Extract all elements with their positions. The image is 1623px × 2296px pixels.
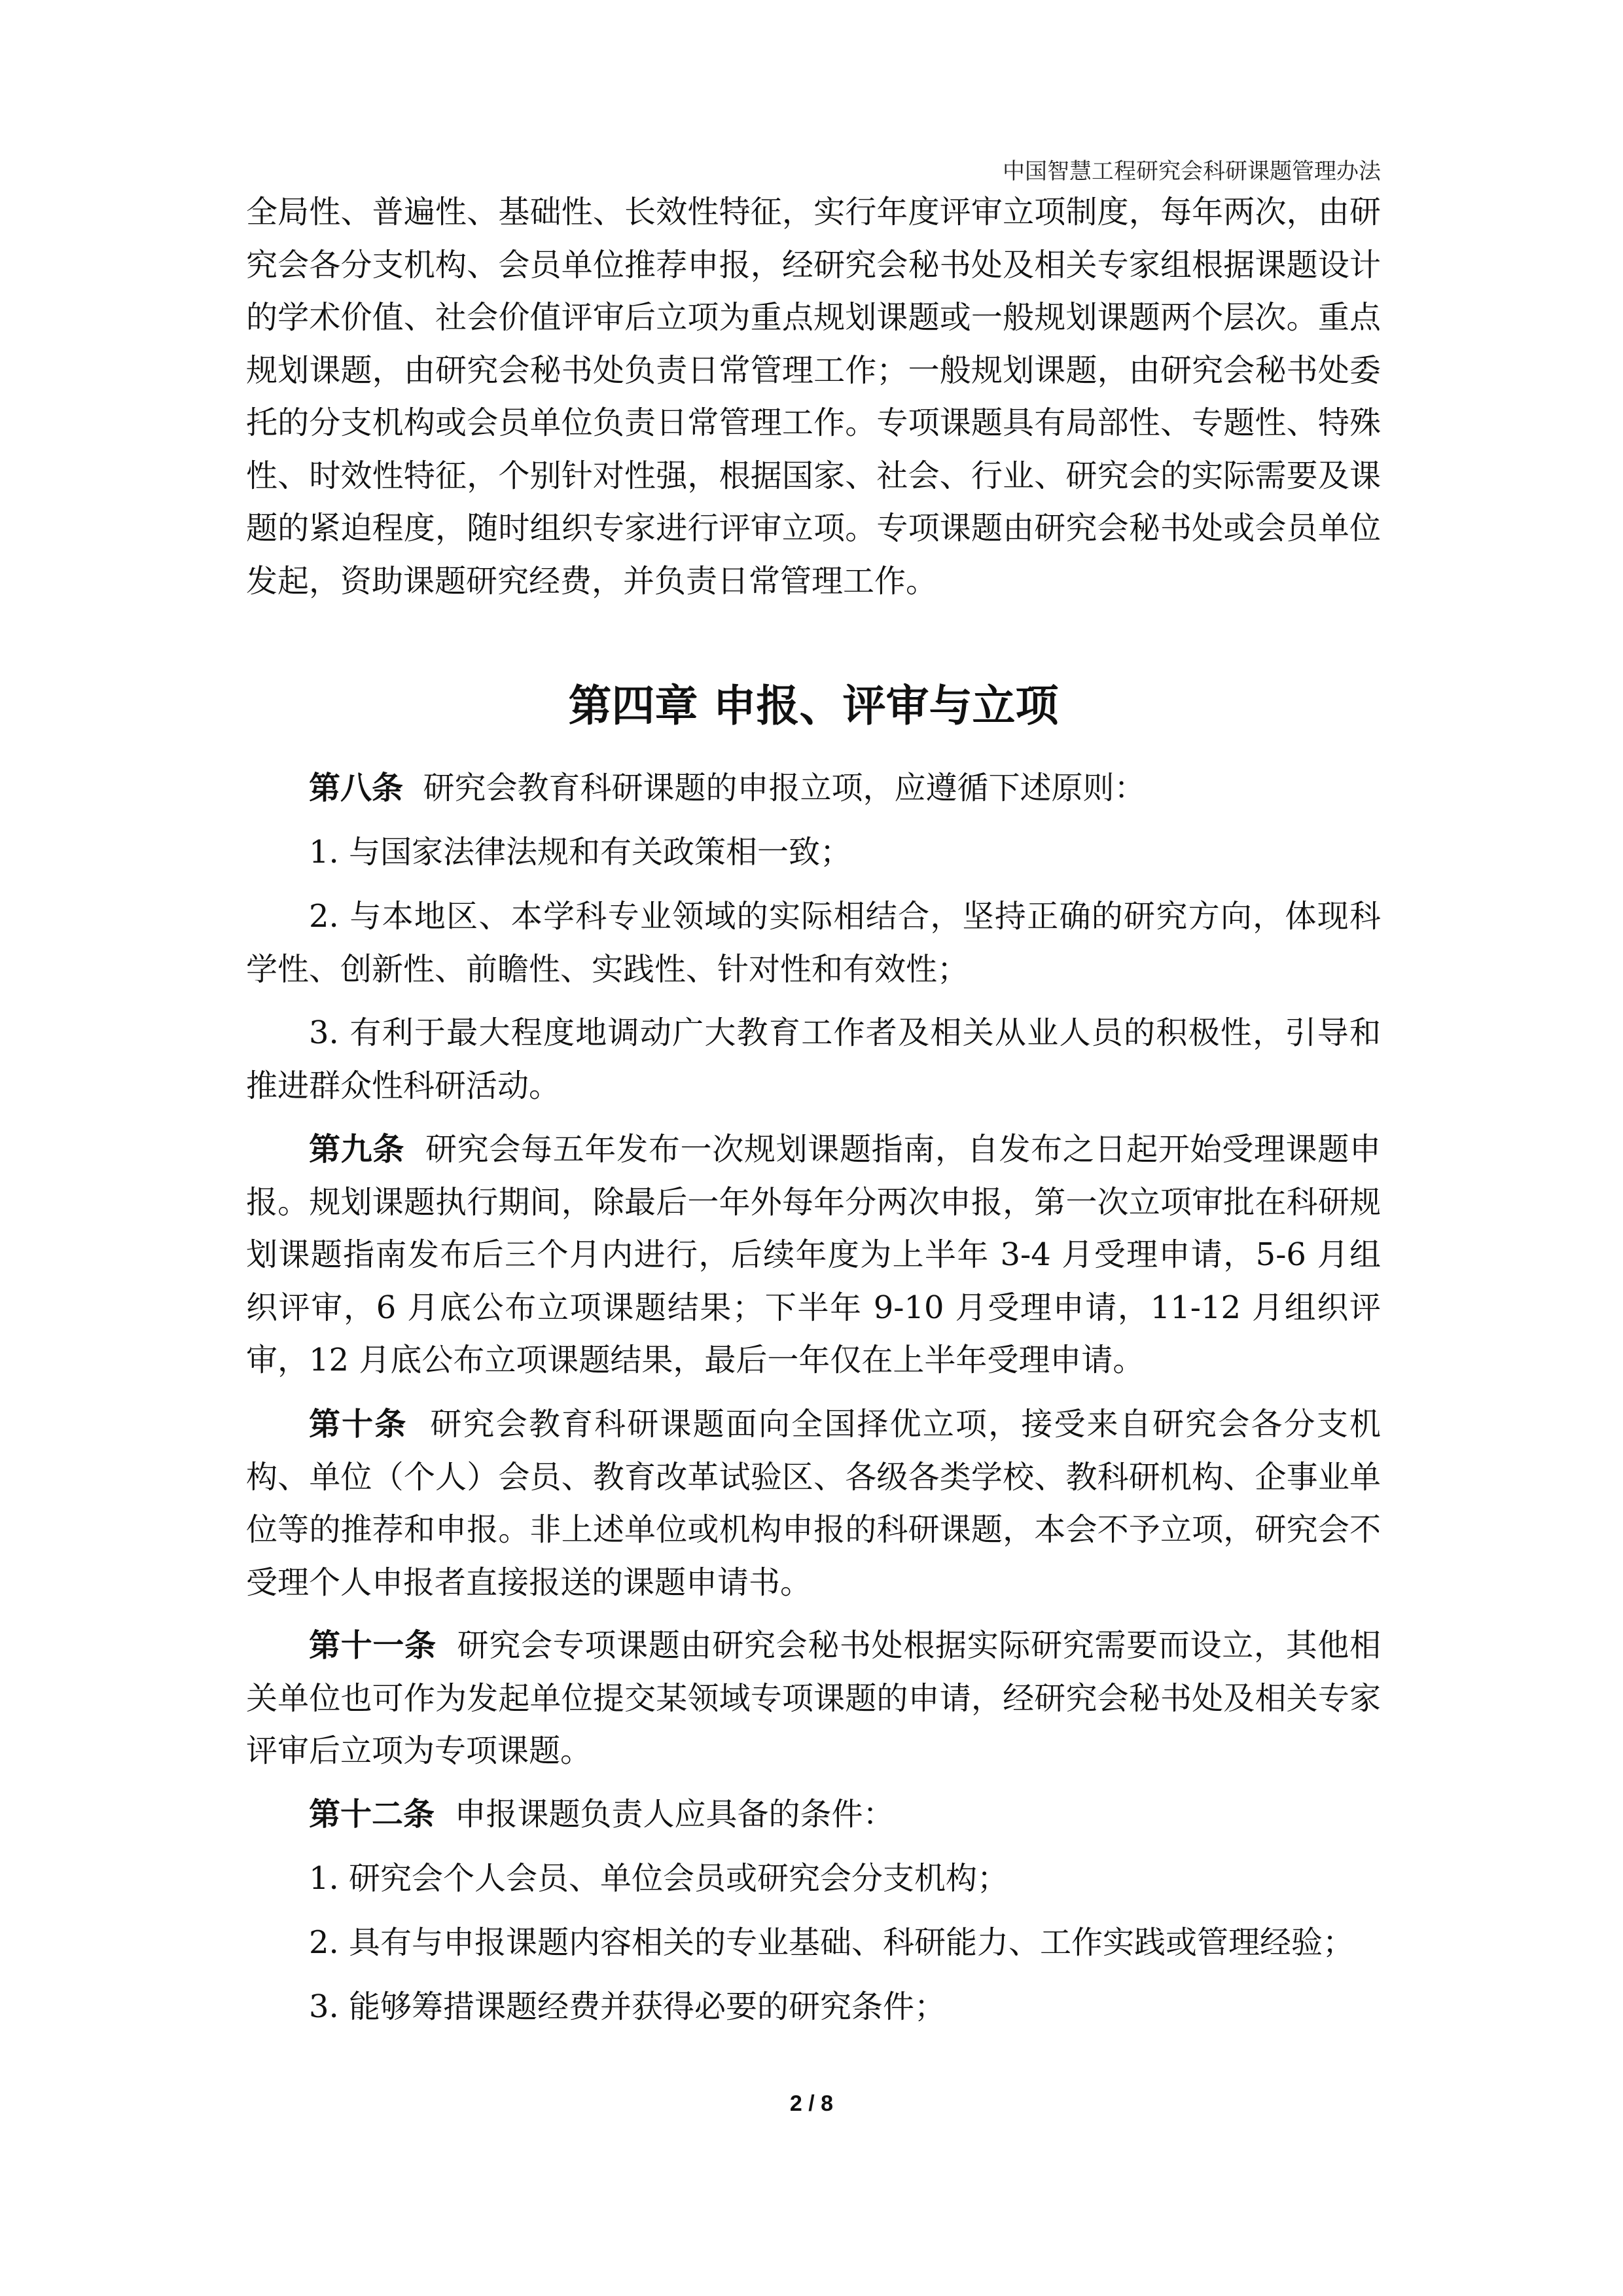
article-12 (246, 1788, 1381, 1841)
article-12-text: 申报课题负责人应具备的条件： (454, 1796, 895, 1833)
running-header: 中国智慧工程研究会科研课题管理办法 (1003, 158, 1381, 185)
article-9-label: 第九条 (309, 1131, 405, 1168)
article-8 (246, 762, 1381, 815)
continuation-paragraph: 全局性、普遍性、基础性、长效性特征，实行年度评审立项制度，每年两次，由研究会各分支机构、会员单位推荐申报，经研究会秘书处及相关专家组根据课题设计的学术价值、社会价值评审后立项为重点规划课题或一般规划课题两个层次。重点规划课题，由研究会秘书处负责日常管理工作；一般规划课题，由研究会秘书处委托的分支机构或会员单位负责日常管理工作。专项课题具有局部性、专题性、特殊性、时效性特征，个别针对性强，根据国家、社会、行业、研究会的实际需要及课题的紧迫程度，随时组织专家进行评审立项。专项课题由研究会秘书处或会员单位发起，资助课题研究经费，并负责日常管理工作。 (246, 194, 1381, 600)
article-12-item-2: 2. 具有与申报课题内容相关的专业基础、科研能力、工作实践或管理经验； (309, 1924, 1355, 1961)
article-11-label: 第十一条 (309, 1627, 437, 1664)
article-9 (246, 1123, 1381, 1387)
article-9-text: 研究会每五年发布一次规划课题指南，自发布之日起开始受理课题申报。规划课题执行期间，除最后一年外每年分两次申报，第一次立项审批在科研规划课题指南发布后三个月内进行，后续年度为上半年 3-4 月受理申请，5-6 月组织评审，6 月底公布立项课题结果；下半年 9-10 月受理申请，11-12 月组织评审，12 月底公布立项课题结果，最后一年仅在上半年受理申请。 (246, 1131, 1381, 1378)
article-12-item-3: 3. 能够筹措课题经费并获得必要的研究条件； (309, 1988, 946, 2025)
article-10-label: 第十条 (309, 1406, 408, 1443)
page-number: 2 / 8 (789, 2091, 834, 2116)
article-11 (246, 1619, 1381, 1778)
article-8-item-2: 2. 与本地区、本学科专业领域的实际相结合，坚持正确的研究方向，体现科学性、创新性、前瞻性、实践性、针对性和有效性； (246, 898, 1381, 988)
chapter-heading: 第四章 申报、评审与立项 (568, 681, 1059, 731)
article-12-item-1: 1. 研究会个人会员、单位会员或研究会分支机构； (309, 1860, 1009, 1897)
article-10 (246, 1398, 1381, 1609)
article-8-item-1: 1. 与国家法律法规和有关政策相一致； (309, 834, 852, 870)
article-8-text: 研究会教育科研课题的申报立项，应遵循下述原则： (423, 770, 1146, 806)
article-11-text: 研究会专项课题由研究会秘书处根据实际研究需要而设立，其他相关单位也可作为发起单位提交某领域专项课题的申请，经研究会秘书处及相关专家评审后立项为专项课题。 (246, 1627, 1381, 1769)
article-10-text: 研究会教育科研课题面向全国择优立项，接受来自研究会各分支机构、单位（个人）会员、教育改革试验区、各级各类学校、教科研机构、企事业单位等的推荐和申报。非上述单位或机构申报的科研课题，本会不予立项，研究会不受理个人申报者直接报送的课题申请书。 (246, 1406, 1381, 1601)
article-8-item-3: 3. 有利于最大程度地调动广大教育工作者及相关从业人员的积极性，引导和推进群众性科研活动。 (246, 1014, 1381, 1104)
article-8-label: 第八条 (309, 770, 404, 806)
article-12-label: 第十二条 (309, 1796, 435, 1833)
